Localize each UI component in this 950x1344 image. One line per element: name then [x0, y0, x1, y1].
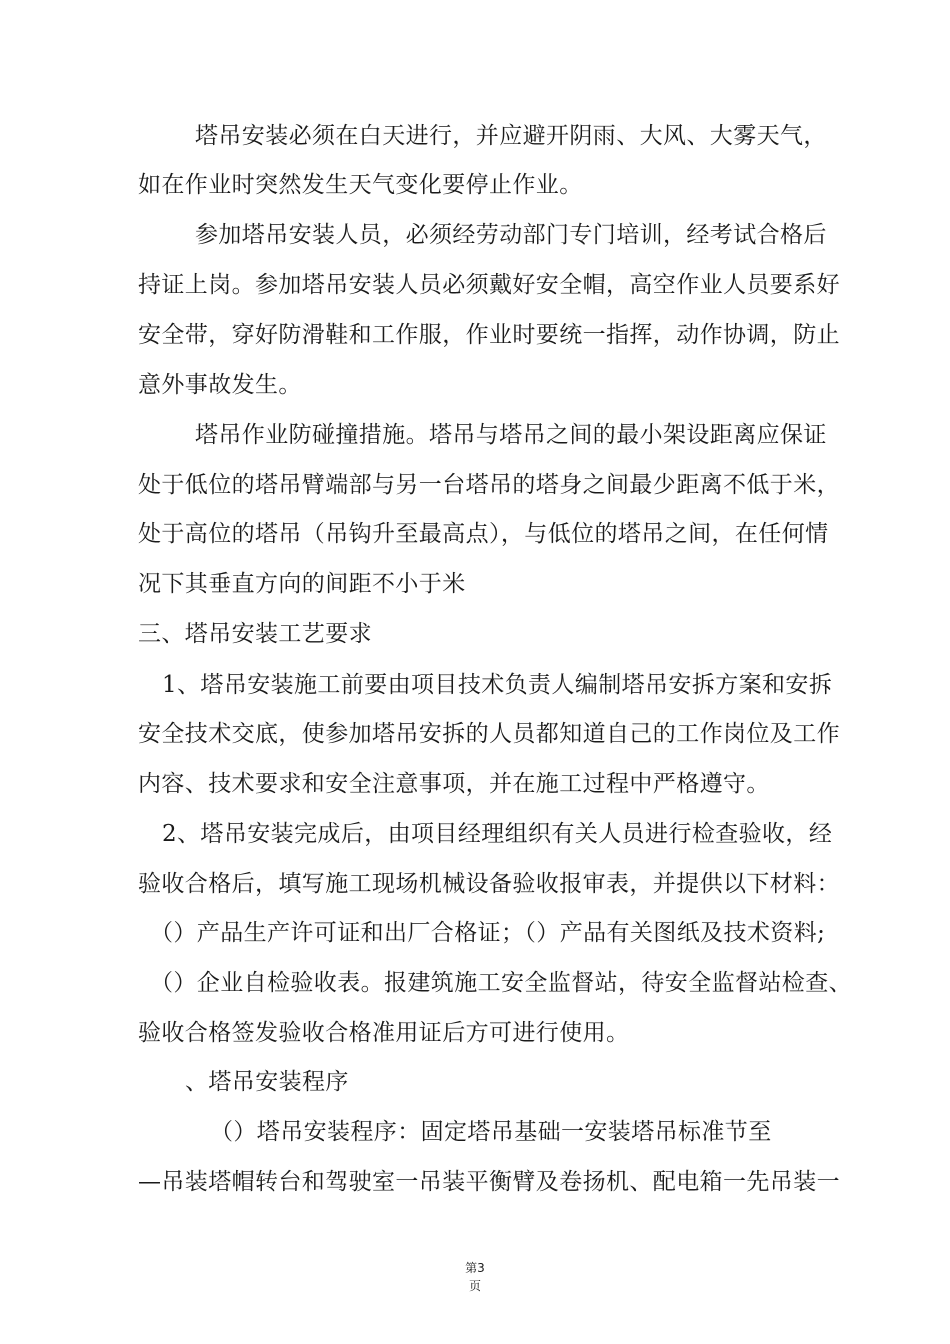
text-line-21: （）塔吊安装程序：固定塔吊基础一安装塔吊标准节至: [210, 1119, 772, 1145]
text-line-8: 处于低位的塔吊臂端部与另一台塔吊的塔身之间最少距离不低于米，: [138, 472, 840, 498]
text-line-20: 、塔吊安装程序: [185, 1069, 349, 1095]
text-line-18: （）企业自检验收表。报建筑施工安全监督站，待安全监督站检查、: [150, 970, 852, 996]
section-heading: 三、塔吊安装工艺要求: [138, 621, 372, 647]
text-line-22: —吊装塔帽转台和驾驶室一吊装平衡臂及卷扬机、配电箱一先吊装一: [138, 1169, 840, 1195]
text-line-19: 验收合格签发验收合格准用证后方可进行使用。: [138, 1020, 630, 1046]
text-line-3: 参加塔吊安装人员，必须经劳动部门专门培训，经考试合格后: [195, 222, 827, 248]
text-line-17: （）产品生产许可证和出厂合格证；（）产品有关图纸及技术资料;: [150, 920, 826, 946]
text-line-5: 安全带，穿好防滑鞋和工作服，作业时要统一指挥，动作协调，防止: [138, 322, 840, 348]
text-line-4: 持证上岗。参加塔吊安装人员必须戴好安全帽，高空作业人员要系好: [138, 272, 840, 298]
page-number: 第3: [465, 1261, 485, 1275]
text-line-10: 况下其垂直方向的间距不小于米: [138, 571, 466, 597]
text-line-6: 意外事故发生。: [138, 372, 302, 398]
text-line-14: 内容、技术要求和安全注意事项，并在施工过程中严格遵守。: [138, 771, 770, 797]
text-line-13: 安全技术交底，使参加塔吊安拆的人员都知道自己的工作岗位及工作: [138, 721, 840, 747]
text-line-7: 塔吊作业防碰撞措施。塔吊与塔吊之间的最小架设距离应保证: [195, 422, 827, 448]
text-line-15: 2、塔吊安装完成后，由项目经理组织有关人员进行检查验收，经: [162, 821, 833, 847]
text-line-16: 验收合格后，填写施工现场机械设备验收报审表，并提供以下材料：: [138, 871, 840, 897]
text-line-9: 处于高位的塔吊（吊钩升至最高点），与低位的塔吊之间，在任何情: [138, 521, 829, 547]
text-line-12: 1、塔吊安装施工前要由项目技术负责人编制塔吊安拆方案和安拆: [162, 672, 833, 698]
text-line-2: 如在作业时突然发生天气变化要停止作业。: [138, 172, 583, 198]
text-line-1: 塔吊安装必须在白天进行，并应避开阴雨、大风、大雾天气，: [195, 123, 827, 149]
page-number-suffix: 页: [468, 1279, 481, 1293]
